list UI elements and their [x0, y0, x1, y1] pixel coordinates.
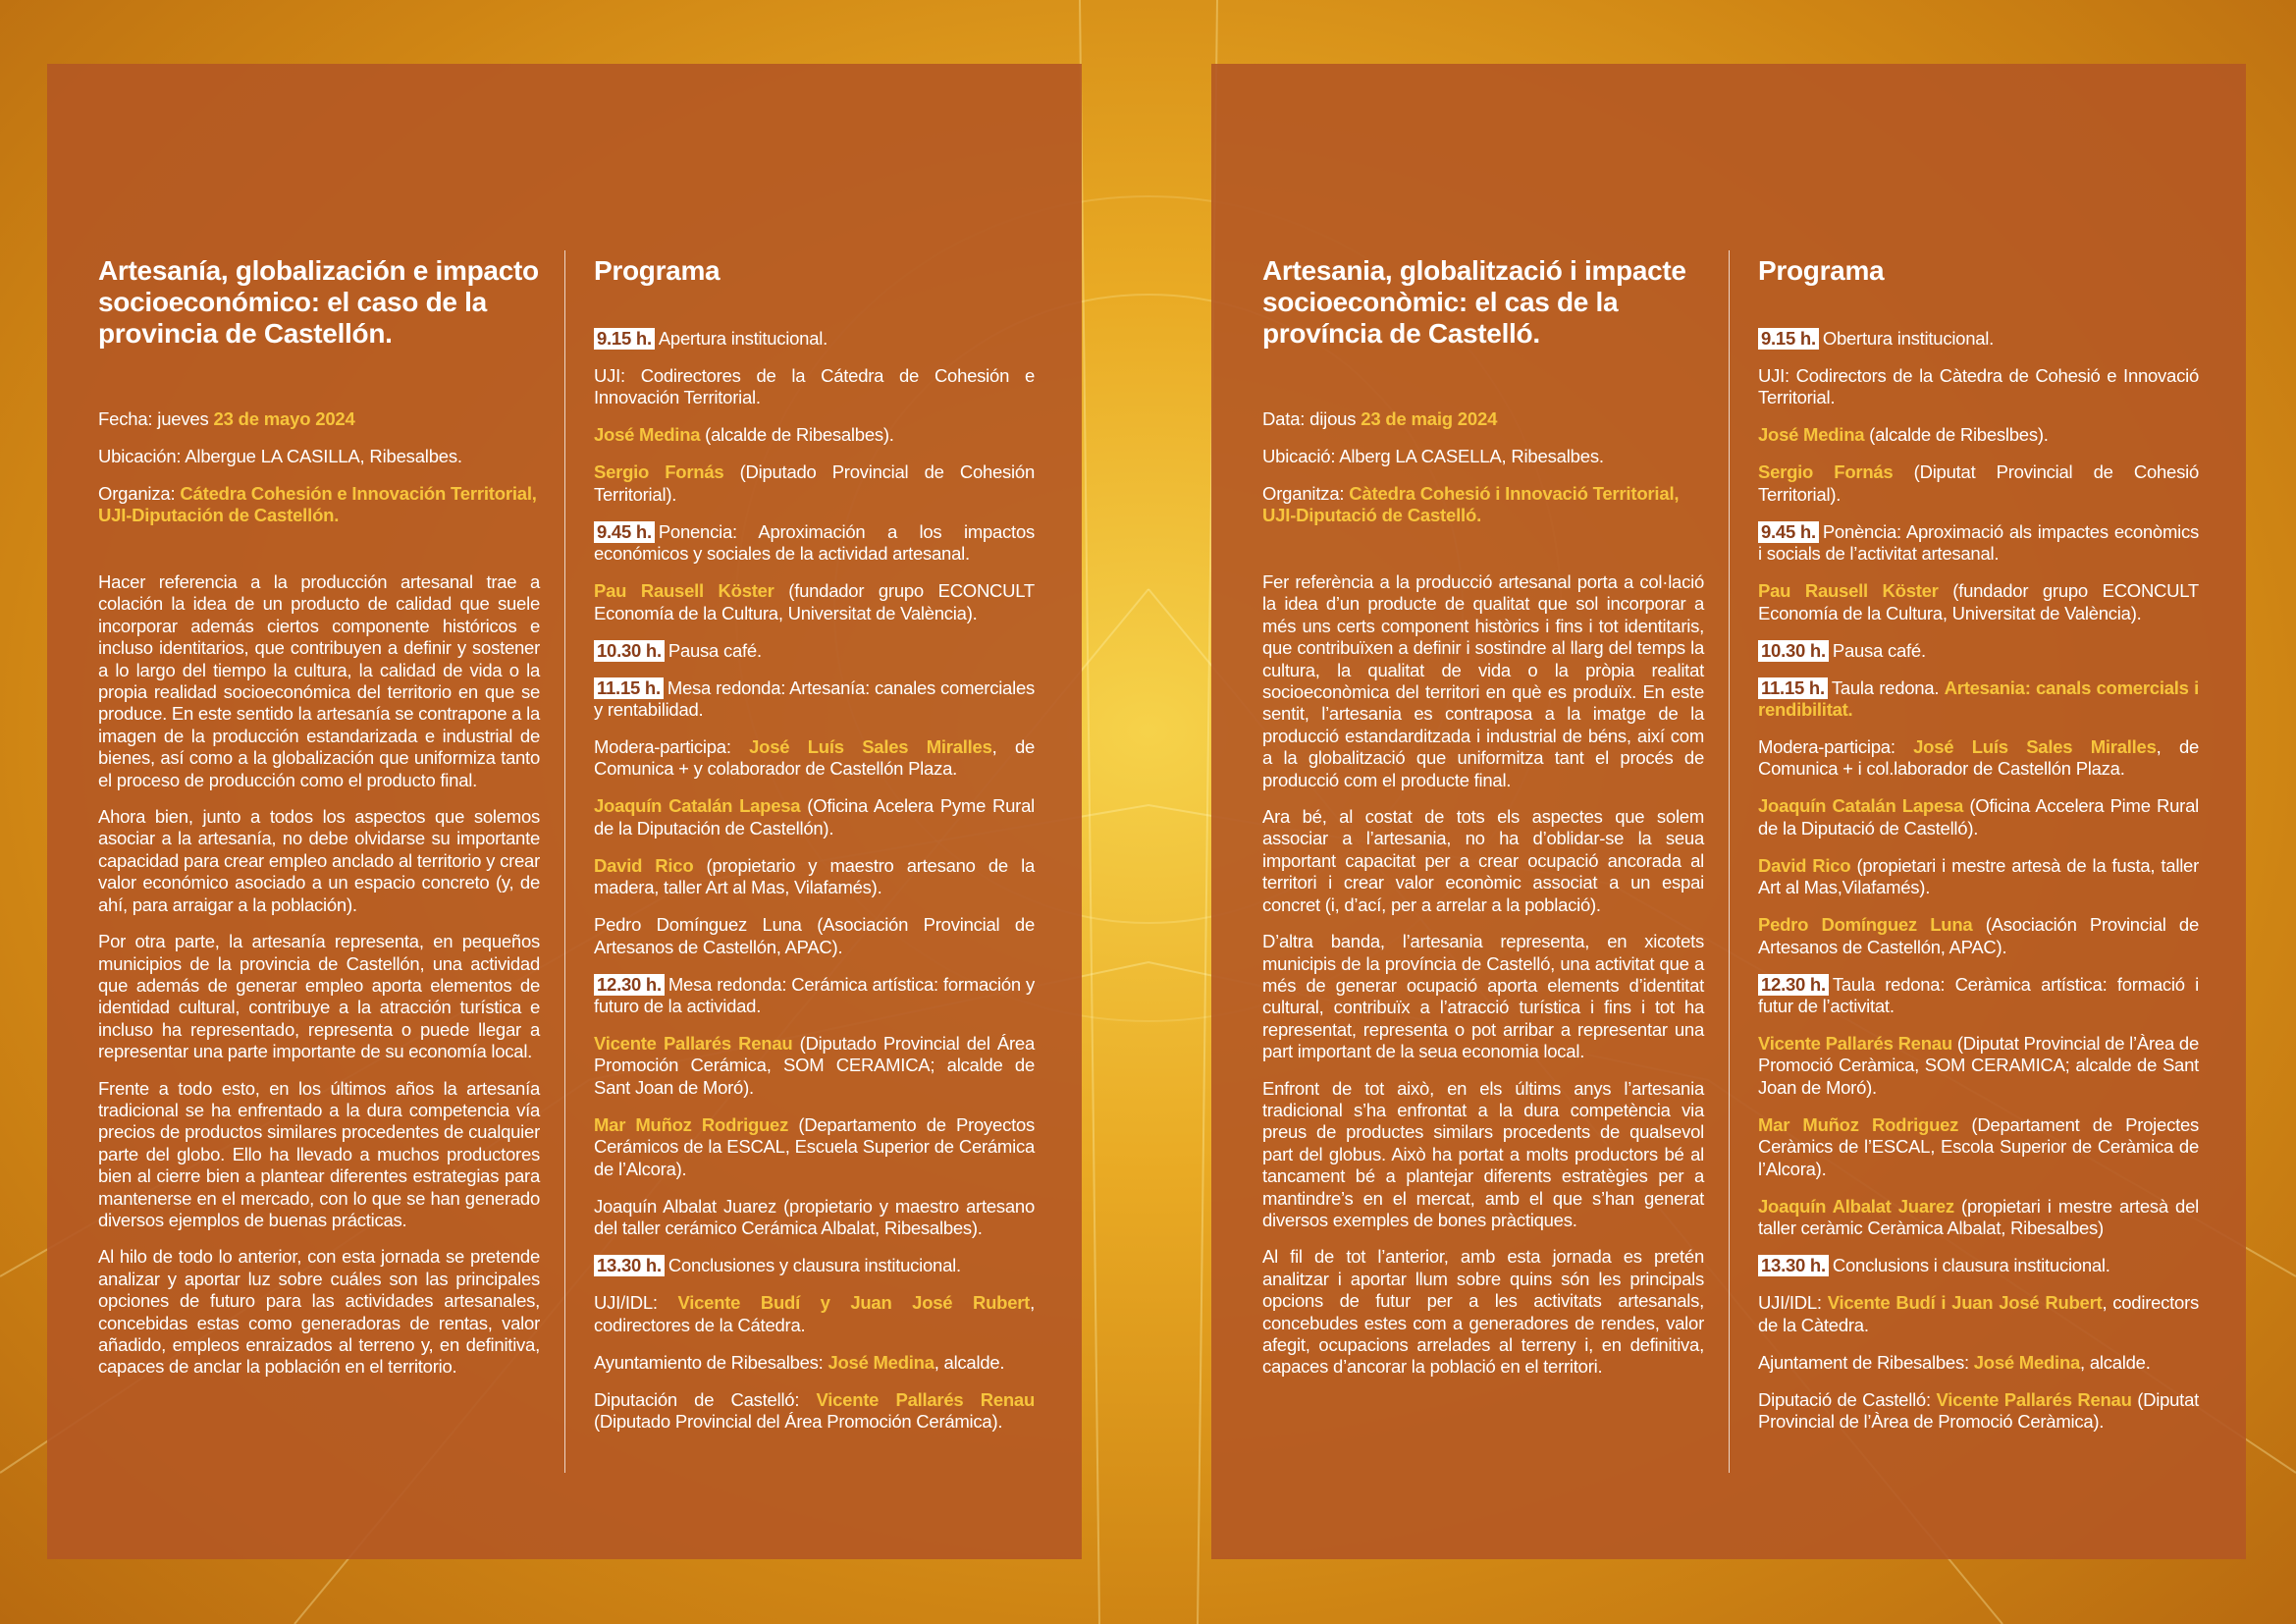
- program-speaker: Vicente Pallarés Renau: [1758, 1033, 1952, 1055]
- program-text: , de Comunica + y colaborador de Castellón Plaza.: [594, 736, 1036, 780]
- program-text: Ajuntament de Ribesalbes:: [1758, 1351, 1974, 1373]
- location-va: Ubicació: Alberg LA CASELLA, Ribesalbes.: [1262, 446, 1604, 466]
- date-va: Data: dijous 23 de maig 2024: [1262, 408, 1498, 429]
- title-es: Artesanía, globalización e impacto socioeconómico: el caso de la provincia de Castellón.: [98, 255, 539, 349]
- intro-column-es: [98, 255, 540, 1393]
- program-title-va: Programa: [1758, 255, 1885, 286]
- program-speaker: José Medina: [1758, 424, 1865, 446]
- program-speaker: Vicente Budí i Juan José Rubert: [1827, 1292, 2103, 1314]
- program-text: Conclusiones y clausura institucional.: [667, 1255, 961, 1276]
- body-text-va: [1262, 571, 1704, 1379]
- date-value-es: 23 de mayo 2024: [213, 408, 355, 429]
- program-text: UJI/IDL:: [594, 1292, 678, 1314]
- program-item: [594, 640, 1035, 662]
- program-text: , alcalde.: [2080, 1351, 2151, 1373]
- program-time: 11.15 h.: [1758, 677, 1828, 699]
- program-item: [1758, 461, 2199, 506]
- program-title-es: Programa: [594, 255, 721, 286]
- program-speaker: Sergio Fornás: [1758, 461, 1894, 483]
- program-speaker: Sergio Fornás: [594, 461, 724, 483]
- program-speaker: José Medina: [828, 1351, 934, 1373]
- program-item: [1758, 580, 2199, 624]
- organizer-va: Organitza: Càtedra Cohesió i Innovació Territorial, UJI-Diputació de Castelló.: [1262, 483, 1680, 525]
- program-item: [594, 461, 1035, 506]
- program-item: [594, 1033, 1035, 1099]
- program-text: Mesa redonda: Cerámica artística: formación y futuro de la actividad.: [594, 973, 1035, 1017]
- column-divider: [1729, 250, 1730, 1473]
- paragraph: Enfront de tot això, en els últims anys l’artesania tradicional s’ha enfrontat a la dura competència via preus de productes similars procedents de qualsevol part del globus. Això ha portat a molts productors bé al tancament bé a plantejar diferents estratègies per a mantindre’s en el mercat, amb el que s’han generat diversos exemples de bones pràctiques.: [1262, 1077, 1704, 1230]
- program-text: Diputació de Castelló:: [1758, 1388, 1937, 1410]
- program-text: (Departament de Projectes Ceràmics de l’ESCAL, Escola Superior de Ceràmica de l’Alcora).: [1758, 1113, 2199, 1179]
- program-list-es: [594, 328, 1035, 1433]
- program-text: (fundador grupo ECONCULT Economía de la Cultura, Universitat de València).: [1758, 580, 2199, 623]
- program-item: [594, 521, 1035, 566]
- program-text: Modera-participa:: [594, 736, 750, 758]
- panel-valencian: [1211, 64, 2246, 1559]
- program-text: Joaquín Albalat Juarez (propietario y maestro artesano del taller cerámico Cerámica Albalat, Ribesalbes).: [594, 1195, 1035, 1239]
- intro-column-va: [1262, 255, 1704, 1393]
- program-speaker: Mar Muñoz Rodriguez: [594, 1113, 789, 1135]
- program-speaker: Pedro Domínguez Luna: [1758, 914, 1973, 936]
- organizer-value-es: Cátedra Cohesión e Innovación Territorial, UJI-Diputación de Castellón.: [98, 483, 537, 525]
- program-item: [1758, 521, 2199, 566]
- program-item: [594, 424, 1035, 446]
- program-speaker: Pau Rausell Köster: [1758, 580, 1939, 602]
- program-speaker: Artesania: canals comercials i rendibilitat.: [1758, 677, 2199, 721]
- program-text: , alcalde.: [934, 1351, 1005, 1373]
- program-column-va: [1758, 255, 2199, 1448]
- program-text: (alcalde de Ribesalbes).: [700, 424, 894, 446]
- program-text: , de Comunica + i col.laborador de Castellón Plaza.: [1758, 736, 2200, 780]
- program-text: Modera-participa:: [1758, 736, 1914, 758]
- paragraph: Hacer referencia a la producción artesanal trae a colación la idea de un producto de calidad que suele incorporar además ciertos componente históricos e incluso identitarios, que contribuyen a definir y sostener a lo largo del tiempo la cultura, la calidad de vida o la propia realidad socioeconómica del territorio en que se produce. En este sentido la artesanía se contrapone a la imagen de la producción estandarizada e industrial de bienes, así como a la globalización que uniformiza tanto el proceso de producción como el producto final.: [98, 571, 540, 790]
- program-item: [1758, 1292, 2199, 1336]
- location-es: Ubicación: Albergue LA CASILLA, Ribesalbes.: [98, 446, 462, 466]
- program-text: Conclusions i clausura institucional.: [1832, 1255, 2110, 1276]
- program-speaker: Vicente Budí y Juan José Rubert: [677, 1292, 1031, 1314]
- program-time: 12.30 h.: [594, 974, 665, 996]
- program-text: (Departamento de Proyectos Cerámicos de la ESCAL, Escuela Superior de Cerámica de l’Alcora).: [594, 1113, 1036, 1179]
- paragraph: Ahora bien, junto a todos los aspectos que solemos asociar a la artesanía, no debe olvidarse su importante capacidad para crear empleo anclado al territorio y crear valor económico asociado a un espacio concreto (y, de ahí, para arraigar a la población).: [98, 806, 540, 915]
- program-text: (Asociación Provincial de Artesanos de Castellón, APAC).: [1758, 914, 2199, 957]
- program-time: 9.15 h.: [1758, 328, 1819, 350]
- program-speaker: Joaquín Catalán Lapesa: [594, 795, 801, 817]
- program-text: (alcalde de Ribeslbes).: [1864, 424, 2049, 446]
- program-speaker: José Medina: [594, 424, 701, 446]
- program-item: [1758, 914, 2199, 958]
- program-item: [1758, 1114, 2199, 1180]
- program-text: Ayuntamiento de Ribesalbes:: [594, 1351, 828, 1373]
- program-item: [594, 580, 1035, 624]
- program-speaker: Joaquín Albalat Juarez: [1758, 1195, 1954, 1217]
- program-time: 13.30 h.: [594, 1255, 665, 1276]
- date-value-va: 23 de maig 2024: [1361, 408, 1498, 429]
- program-item: [594, 677, 1035, 722]
- program-speaker: Mar Muñoz Rodriguez: [1758, 1113, 1959, 1135]
- program-item: [594, 795, 1035, 839]
- program-speaker: José Luís Sales Miralles: [1913, 736, 2157, 758]
- program-item: [594, 1389, 1035, 1434]
- program-item: [594, 974, 1035, 1018]
- program-speaker: David Rico: [594, 854, 694, 876]
- program-speaker: David Rico: [1758, 854, 1851, 876]
- program-text: (propietario y maestro artesano de la madera, taller Art al Mas, Vilafamés).: [594, 854, 1036, 898]
- program-speaker: Joaquín Catalán Lapesa: [1758, 795, 1964, 817]
- program-item: [1758, 736, 2199, 781]
- program-text: UJI: Codirectors de la Càtedra de Cohesió e Innovació Territorial.: [1758, 365, 2199, 408]
- program-item: [1758, 677, 2199, 722]
- paragraph: Al hilo de todo lo anterior, con esta jornada se pretende analizar y aportar luz sobre cuáles son las principales opciones de futuro para las actividades artesanales, concebidas estas como generadoras de rentas, valor añadido, empleos enraizados al terreno y, en definitiva, capaces de anclar la población en el territorio.: [98, 1246, 540, 1378]
- program-item: [1758, 1033, 2199, 1099]
- paragraph: Fer referència a la producció artesanal porta a col·lació la idea d’un producte de qualitat que sol incorporar a més uns certs component històrics i fins i tot identitaris, que contribuïxen a definir i sostindre al llarg del temps la cultura, la qualitat de vida o la pròpia realitat socioeconòmica del territori en què es produïx. En este sentit, l’artesania es contraposa a la imatge de la producció estandarditzada i industrial de béns, així com a la globalització que uniformitza tant el procés de producció com el producte final.: [1262, 571, 1704, 790]
- program-time: 9.45 h.: [594, 521, 655, 543]
- title-va: Artesania, globalització i impacte socioeconòmic: el cas de la província de Castelló.: [1262, 255, 1686, 349]
- program-time: 11.15 h.: [594, 677, 664, 699]
- program-text: UJI: Codirectores de la Cátedra de Cohesión e Innovación Territorial.: [594, 365, 1035, 408]
- program-item: [1758, 1255, 2199, 1276]
- program-text: Taula redona: Ceràmica artística: formació i futur de l’activitat.: [1758, 973, 2199, 1017]
- paragraph: Frente a todo esto, en los últimos años la artesanía tradicional se ha enfrentado a la dura competencia vía precios de productos similares procedentes de cualquier parte del globo. Ello ha llevado a muchos productores bien al cierre bien a plantear diferentes estrategias para mantenerse en el mercado, con lo que se han generado diversos ejemplos de buenas prácticas.: [98, 1077, 540, 1230]
- program-item: [1758, 1389, 2199, 1434]
- program-item: [1758, 1352, 2199, 1374]
- program-text: (Diputat Provincial de l’Àrea de Promoció Ceràmica, SOM CERAMICA; alcalde de Sant Joan de Moró).: [1758, 1033, 2199, 1098]
- program-speaker: Vicente Pallarés Renau: [594, 1033, 793, 1055]
- program-item: [1758, 640, 2199, 662]
- program-text: (Diputat Provincial de l’Àrea de Promoció Ceràmica).: [1758, 1388, 2199, 1432]
- program-text: Pedro Domínguez Luna (Asociación Provincial de Artesanos de Castellón, APAC).: [594, 914, 1035, 957]
- body-text-es: [98, 571, 540, 1379]
- panel-spanish: [47, 64, 1082, 1559]
- program-text: , codirectores de la Cátedra.: [594, 1292, 1035, 1335]
- program-item: [1758, 365, 2199, 409]
- program-text: (propietari i mestre artesà de la fusta, taller Art al Mas,Vilafamés).: [1758, 854, 2199, 898]
- program-item: [594, 914, 1035, 958]
- program-item: [594, 1255, 1035, 1276]
- column-divider: [564, 250, 565, 1473]
- program-time: 12.30 h.: [1758, 974, 1829, 996]
- program-time: 10.30 h.: [1758, 640, 1829, 662]
- program-time: 9.45 h.: [1758, 521, 1819, 543]
- program-text: (fundador grupo ECONCULT Economía de la Cultura, Universitat de València).: [594, 580, 1035, 623]
- program-text: Diputación de Castelló:: [594, 1388, 817, 1410]
- program-text: (Oficina Accelera Pime Rural de la Diputació de Castelló).: [1758, 795, 2199, 839]
- program-speaker: Pau Rausell Köster: [594, 580, 774, 602]
- program-time: 13.30 h.: [1758, 1255, 1829, 1276]
- program-text: Pausa café.: [667, 639, 762, 661]
- program-item: [1758, 795, 2199, 839]
- program-column-es: [594, 255, 1035, 1448]
- program-item: [594, 1352, 1035, 1374]
- program-item: [1758, 1196, 2199, 1240]
- program-speaker: Vicente Pallarés Renau: [816, 1388, 1036, 1410]
- program-text: Ponencia: Aproximación a los impactos económicos y sociales de la actividad artesanal.: [594, 520, 1035, 565]
- program-speaker: Vicente Pallarés Renau: [1936, 1388, 2132, 1410]
- program-text: UJI/IDL:: [1758, 1292, 1828, 1314]
- program-text: Apertura institucional.: [658, 328, 828, 349]
- program-item: [594, 328, 1035, 350]
- program-time: 10.30 h.: [594, 640, 665, 662]
- program-text: Pausa café.: [1832, 639, 1926, 661]
- program-text: Taula redona.: [1831, 677, 1945, 698]
- date-es: Fecha: jueves 23 de mayo 2024: [98, 408, 355, 429]
- program-text: Ponència: Aproximació als impactes econòmics i socials de l’activitat artesanal.: [1758, 520, 2199, 565]
- program-text: (Diputado Provincial de Cohesión Territorial).: [594, 461, 1035, 505]
- program-text: (Diputado Provincial del Área Promoción Cerámica).: [594, 1410, 1003, 1432]
- program-text: Mesa redonda: Artesanía: canales comerciales y rentabilidad.: [594, 677, 1035, 721]
- program-item: [594, 1196, 1035, 1240]
- program-item: [1758, 974, 2199, 1018]
- program-item: [1758, 855, 2199, 899]
- program-text: (propietari i mestre artesà del taller ceràmic Ceràmica Albalat, Ribesalbes): [1758, 1195, 2199, 1239]
- program-text: Obertura institucional.: [1822, 328, 1995, 349]
- program-item: [594, 1114, 1035, 1180]
- program-item: [594, 736, 1035, 781]
- program-list-va: [1758, 328, 2199, 1433]
- program-text: (Oficina Acelera Pyme Rural de la Diputación de Castellón).: [594, 795, 1035, 839]
- program-item: [1758, 328, 2199, 350]
- program-item: [594, 855, 1035, 899]
- program-item: [594, 1292, 1035, 1336]
- paragraph: D’altra banda, l’artesania representa, en xicotets municipis de la província de Castelló, una activitat que a més de generar ocupació aporta elements d’identitat cultural, contribuïx a l’atracció turística i fins i tot ha representat, representa o pot arribar a representar una part important de la seua economia local.: [1262, 931, 1704, 1062]
- program-speaker: José Medina: [1973, 1351, 2081, 1373]
- paragraph: Al fil de tot l’anterior, amb esta jornada es pretén analitzar i aportar llum sobre quins són les principals opcions de futur per a les activitats artesanals, concebudes estes com a generadores de rendes, valor afegit, ocupacions arrelades al terreny i, en definitiva, capaces d’ancorar la població en el territori.: [1262, 1246, 1704, 1378]
- program-time: 9.15 h.: [594, 328, 655, 350]
- paragraph: Por otra parte, la artesanía representa, en pequeños municipios de la provincia de Castellón, una actividad que además de generar empleo aporta elementos de identidad cultural, contribuye a la atracción turística e incluso ha representado, representa o puede llegar a representar una parte importante de su economía local.: [98, 931, 540, 1062]
- organizer-value-va: Càtedra Cohesió i Innovació Territorial, UJI-Diputació de Castelló.: [1262, 483, 1680, 525]
- program-text: (Diputat Provincial de Cohesió Territorial).: [1758, 461, 2199, 505]
- program-text: , codirectors de la Càtedra.: [1758, 1292, 2199, 1335]
- program-text: (Diputado Provincial del Área Promoción Cerámica, SOM CERAMICA; alcalde de Sant Joan de Moró).: [594, 1033, 1035, 1098]
- paragraph: Ara bé, al costat de tots els aspectes que solem associar a l’artesania, no ha d’oblidar-se la seua important capacitat per a crear ocupació ancorada al territori i crear valor econòmic associat a un espai concret (i, d’ací, per a arrelar a la població).: [1262, 806, 1704, 915]
- program-speaker: José Luís Sales Miralles: [749, 736, 992, 758]
- organizer-es: Organiza: Cátedra Cohesión e Innovación Territorial, UJI-Diputación de Castellón.: [98, 483, 537, 525]
- program-item: [1758, 424, 2199, 446]
- program-item: [594, 365, 1035, 409]
